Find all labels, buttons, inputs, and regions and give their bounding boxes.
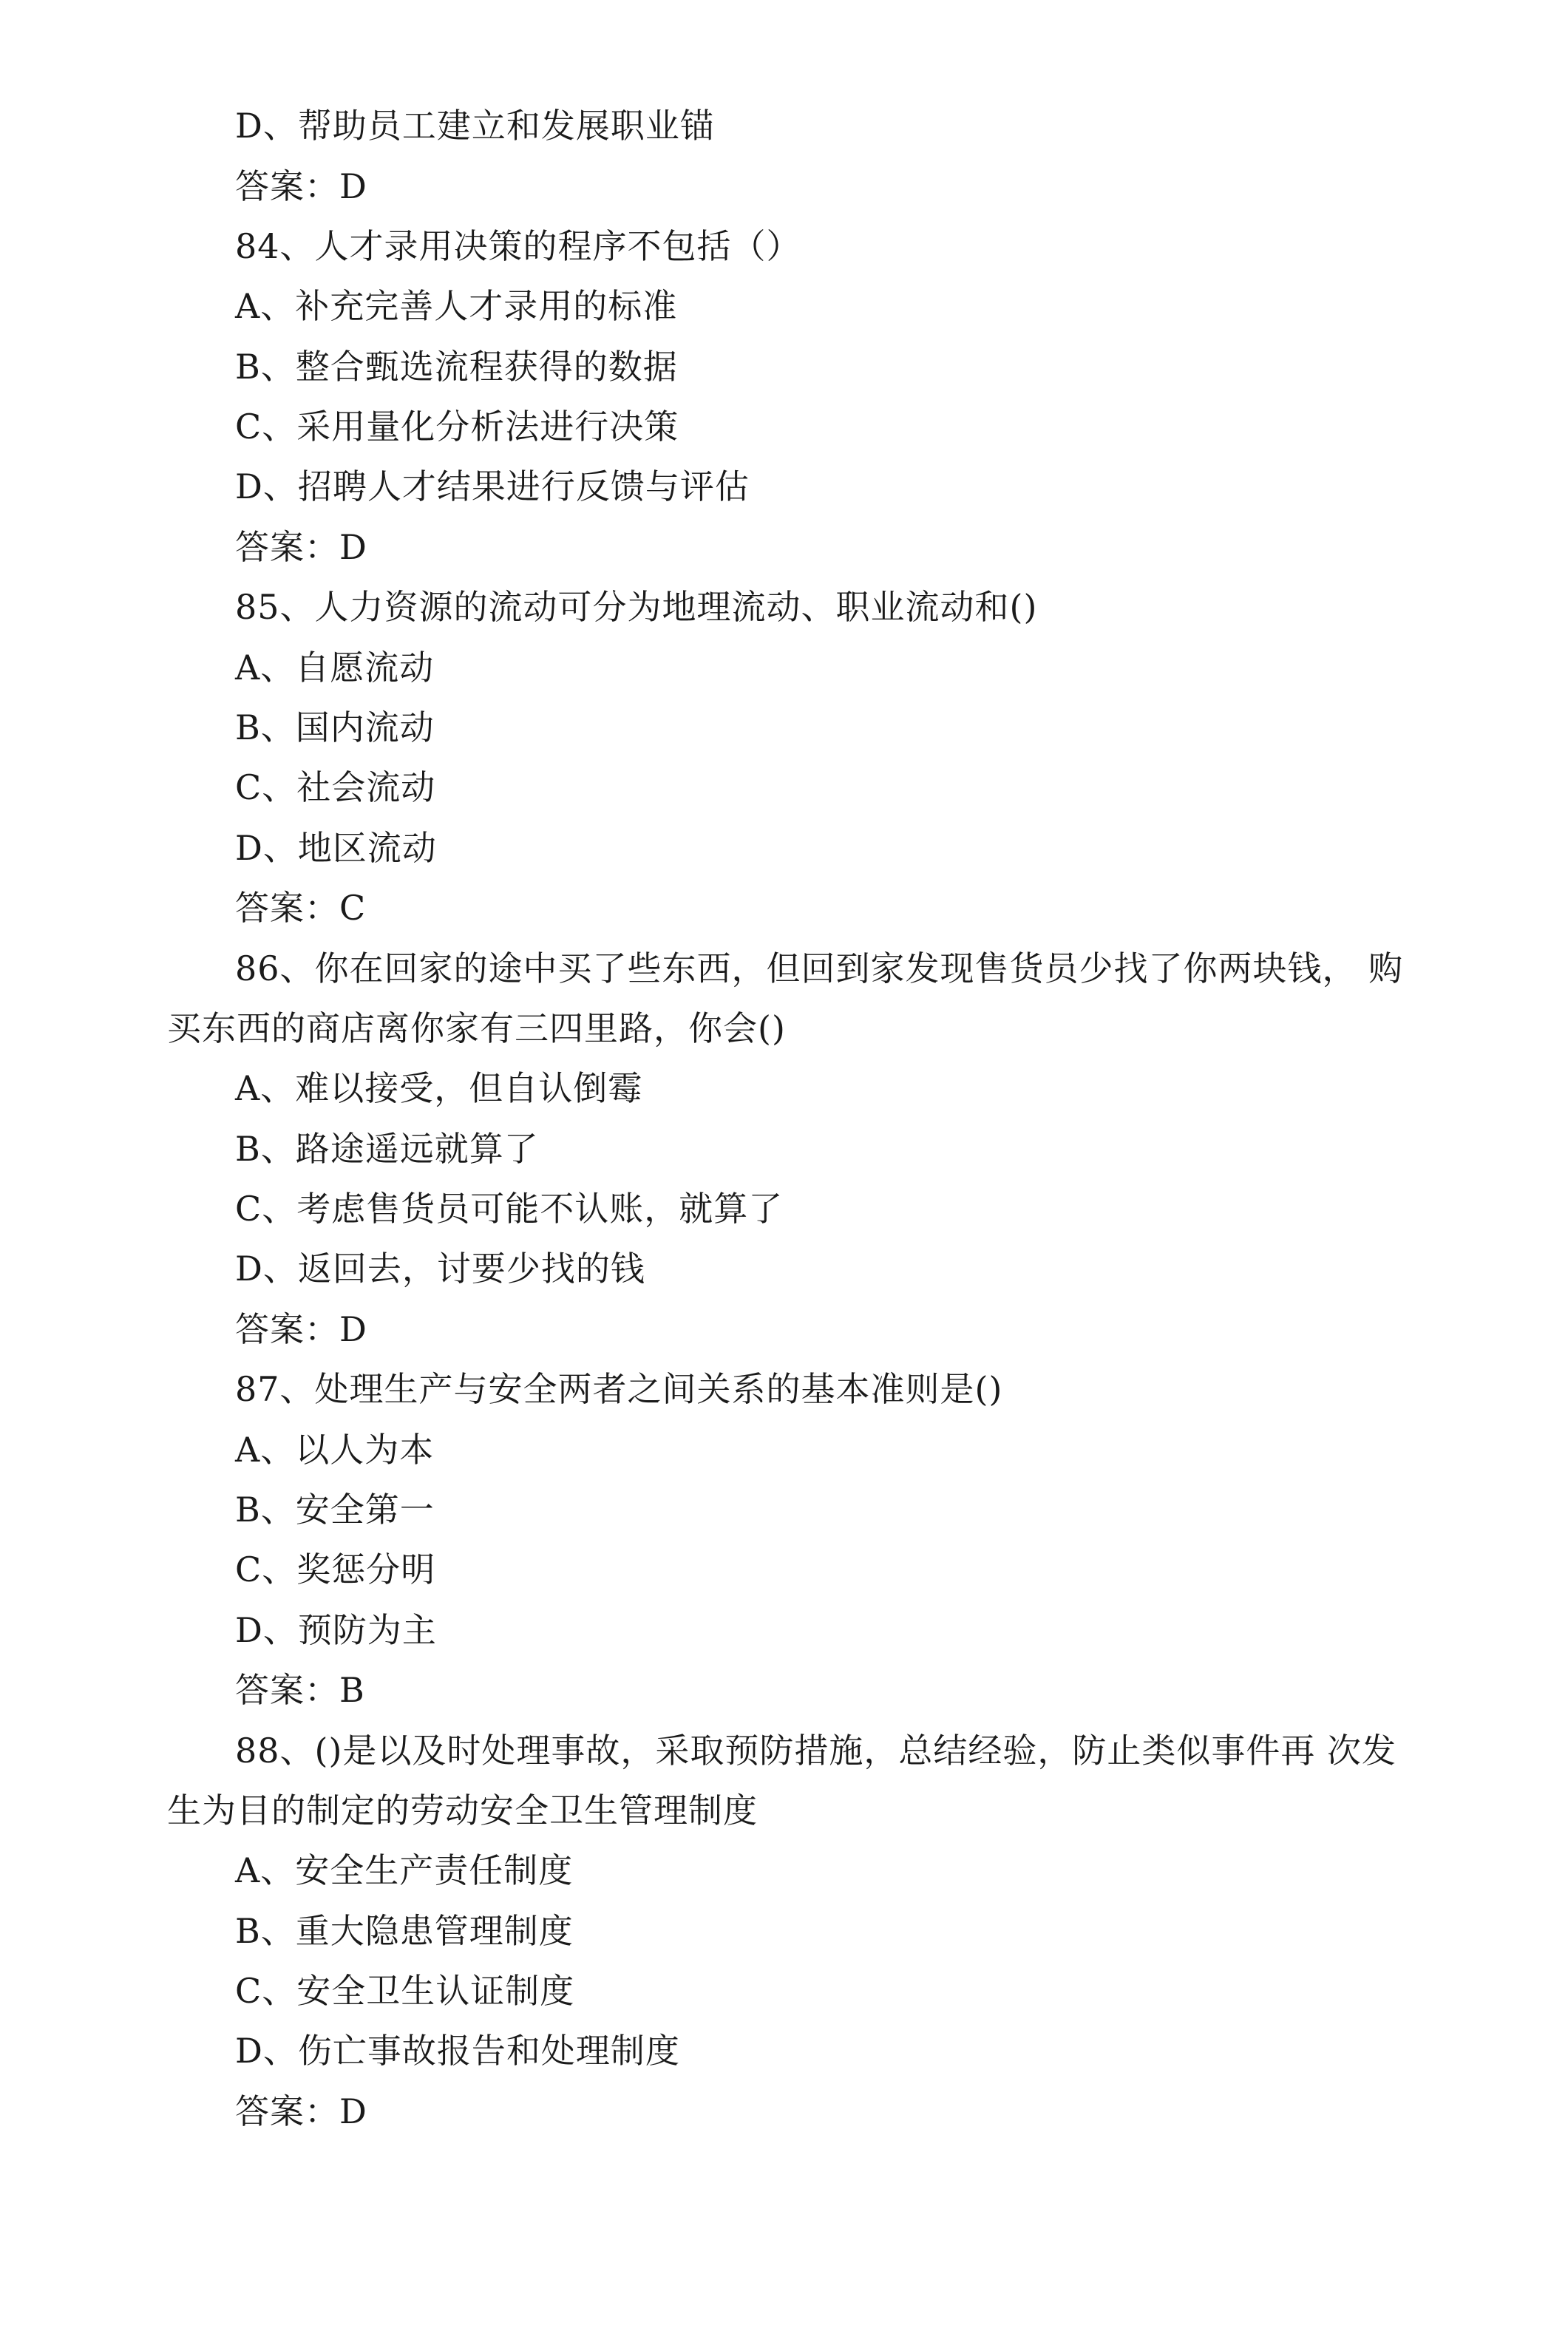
question-84: 84、人才录用决策的程序不包括（） bbox=[235, 226, 801, 266]
option-b-q85: B、国内流动 bbox=[235, 707, 435, 747]
option-d-q83: D、帮助员工建立和发展职业锚 bbox=[235, 106, 715, 146]
question-87: 87、处理生产与安全两者之间关系的基本准则是() bbox=[235, 1369, 1003, 1409]
option-d-q86: D、返回去，讨要少找的钱 bbox=[235, 1249, 645, 1289]
option-c-q88: C、安全卫生认证制度 bbox=[235, 1971, 575, 2011]
option-d-q88: D、伤亡事故报告和处理制度 bbox=[235, 2031, 680, 2071]
answer-q88: 答案：D bbox=[235, 2091, 367, 2131]
option-d-q84: D、招聘人才结果进行反馈与评估 bbox=[235, 466, 750, 506]
option-a-q87: A、以人为本 bbox=[235, 1430, 435, 1470]
option-a-q88: A、安全生产责任制度 bbox=[235, 1850, 574, 1890]
option-c-q87: C、奖惩分明 bbox=[235, 1550, 436, 1589]
answer-q87: 答案：B bbox=[235, 1670, 365, 1710]
option-b-q87: B、安全第一 bbox=[235, 1490, 435, 1530]
option-d-q85: D、地区流动 bbox=[235, 828, 437, 868]
question-86-line-2: 买东西的商店离你家有三四里路，你会() bbox=[167, 1008, 786, 1048]
answer-q85: 答案：C bbox=[235, 888, 367, 928]
option-b-q88: B、重大隐患管理制度 bbox=[235, 1911, 574, 1951]
option-d-q87: D、预防为主 bbox=[235, 1610, 437, 1650]
option-a-q84: A、补充完善人才录用的标准 bbox=[235, 286, 678, 326]
question-88-line-2: 生为目的制定的劳动安全卫生管理制度 bbox=[167, 1791, 758, 1830]
option-b-q86: B、路途遥远就算了 bbox=[235, 1129, 539, 1169]
option-a-q85: A、自愿流动 bbox=[235, 648, 435, 688]
question-88-line-1: 88、()是以及时处理事故，采取预防措施，总结经验，防止类似事件再 次发 bbox=[235, 1731, 1397, 1771]
answer-q86: 答案：D bbox=[235, 1309, 367, 1349]
question-86-line-1: 86、你在回家的途中买了些东西，但回到家发现售货员少找了你两块钱， 购 bbox=[235, 948, 1404, 988]
option-b-q84: B、整合甄选流程获得的数据 bbox=[235, 347, 678, 387]
option-c-q86: C、考虑售货员可能不认账，就算了 bbox=[235, 1189, 784, 1229]
answer-q84: 答案：D bbox=[235, 527, 367, 567]
option-c-q85: C、社会流动 bbox=[235, 767, 436, 807]
option-c-q84: C、采用量化分析法进行决策 bbox=[235, 407, 679, 447]
question-85: 85、人力资源的流动可分为地理流动、职业流动和() bbox=[235, 587, 1038, 627]
option-a-q86: A、难以接受，但自认倒霉 bbox=[235, 1068, 643, 1108]
answer-q83: 答案：D bbox=[235, 166, 367, 206]
